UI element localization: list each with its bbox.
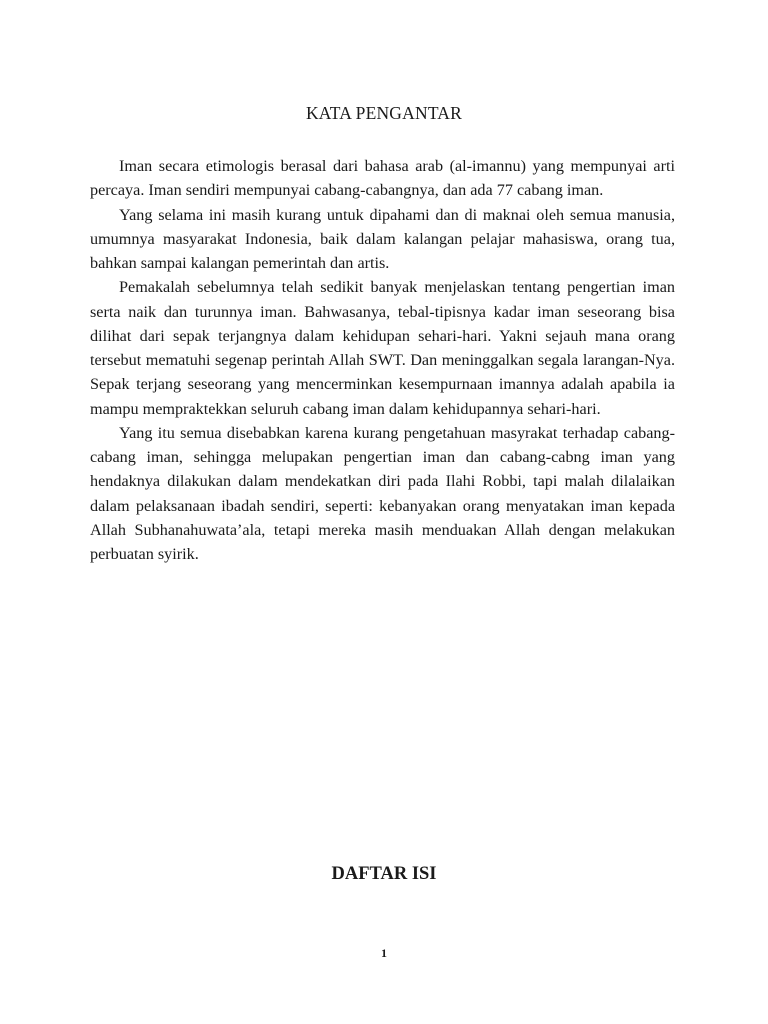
paragraph-2: Yang selama ini masih kurang untuk dipahami dan di maknai oleh semua manusia, umumnya masyarakat Indonesia, baik dalam kalangan pelajar mahasiswa, orang tua, bahkan sampai kalangan pemerintah dan artis. xyxy=(90,205,675,272)
paragraph-4: Yang itu semua disebabkan karena kurang pengetahuan masyrakat terhadap cabang-cabang iman, sehingga melupakan pengertian iman dan cabang-cabng iman yang hendaknya dilakukan dalam mendekatkan diri pada Ilahi Robbi, tapi malah dilalaikan dalam pelaksanaan ibadah sendiri, seperti: kebanyakan orang menyatakan iman kepada Allah Subhanahuwata’ala, tetapi mereka masih menduakan Allah dengan melakukan perbuatan syirik. xyxy=(90,423,675,563)
body-text xyxy=(90,154,675,566)
page-title: KATA PENGANTAR xyxy=(305,103,463,123)
paragraph-3: Pemakalah sebelumnya telah sedikit banyak menjelaskan tentang pengertian iman serta naik dan turunnya iman. Bahwasanya, tebal-tipisnya kadar iman seseorang bisa dilihat dari sepak terjangnya dalam kehidupan sehari-hari. Yakni sejauh mana orang tersebut mematuhi segenap perintah Allah SWT. Dan meninggalkan segala larangan-Nya. Sepak terjang seseorang yang mencerminkan kesempurnaan imannya adalah apabila ia mampu mempraktekkan seluruh cabang iman dalam kehidupannya sehari-hari. xyxy=(90,278,675,418)
section-title: DAFTAR ISI xyxy=(331,864,437,884)
page-number: 1 xyxy=(381,946,387,960)
paragraph-1: Iman secara etimologis berasal dari bahasa arab (al-imannu) yang mempunyai arti percaya. Iman sendiri mempunyai cabang-cabangnya, dan ada 77 cabang iman. xyxy=(90,157,675,200)
